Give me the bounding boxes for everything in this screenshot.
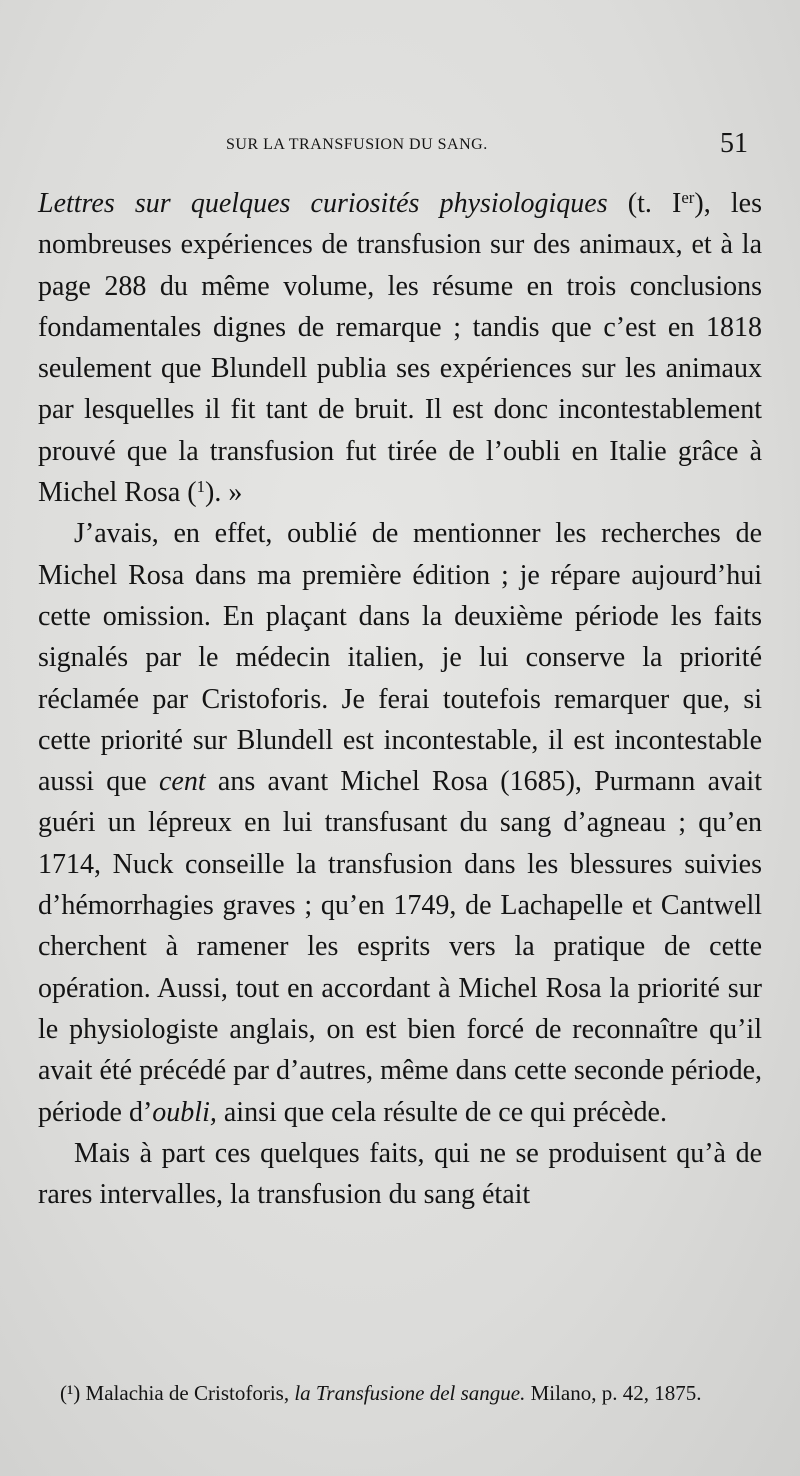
text-span: ainsi que cela résulte de ce qui précède.	[216, 1096, 667, 1128]
paragraph	[38, 513, 762, 1132]
page-number: 51	[720, 128, 748, 159]
page-header	[40, 128, 748, 168]
text-span: J’avais, en effet, oublié de mentionner les recherches de Michel Rosa dans ma première édition ; je répare aujourd’hui cette omission. En plaçant dans la deuxième période les faits signalés par le médecin italien, je lui conserve la priorité réclamée par Cristoforis. Je ferai toutefois remarquer que, si cette priorité sur Blundell est incontestable, il est incontestable aussi que	[38, 518, 762, 798]
body-text	[38, 183, 762, 1215]
paragraph-continuation	[38, 183, 762, 513]
superscript-er: er	[681, 187, 695, 207]
footnotes	[48, 1378, 764, 1408]
footnote-reference: 1	[196, 476, 206, 496]
italic-book-title: Lettres sur quelques curiosités physiologiques	[38, 188, 608, 219]
italic-word: oubli,	[152, 1096, 217, 1128]
paragraph	[38, 1133, 762, 1216]
text-span: ans avant Michel Rosa (1685), Purmann avait guéri un lépreux en lui transfusant du sang d’agneau ; qu’en 1714, Nuck conseille la transfusion dans les blessures suivies d’hémorrhagies graves ; qu’en 1749, de Lachapelle et Cantwell cherchent à ramener les esprits vers la pratique de cette opération. Aussi, tout en accordant à Michel Rosa la priorité sur le physiologiste anglais, on est bien forcé de reconnaître qu’il avait été précédé par d’autres, même dans cette seconde période, période d’	[38, 766, 762, 1128]
footnote	[48, 1378, 764, 1408]
text-span: ). »	[205, 477, 243, 509]
italic-work-title: la Transfusione del sangue.	[294, 1381, 526, 1405]
footnote-marker: (¹)	[60, 1381, 81, 1405]
text-span: Mais à part ces quelques faits, qui ne se produisent qu’à de rares intervalles, la transfusion du sang était	[38, 1137, 762, 1211]
text-span: ), les nombreuses expériences de transfusion sur des animaux, et à la page 288 du même volume, les résume en trois conclusions fondamentales dignes de remarque ; tandis que c’est en 1818 seulement que Blundell publia ses expériences sur les animaux par lesquelles il fit tant de bruit. Il est donc incontestablement prouvé que la transfusion fut tirée de l’oubli en Italie grâce à Michel Rosa (	[38, 188, 762, 509]
italic-word: cent	[158, 766, 206, 798]
text-span: Malachia de Cristoforis,	[80, 1381, 295, 1405]
text-span: Milano, p. 42, 1875.	[525, 1381, 702, 1405]
running-title: SUR LA TRANSFUSION DU SANG.	[226, 136, 488, 153]
text-span: (t. I	[607, 188, 682, 219]
